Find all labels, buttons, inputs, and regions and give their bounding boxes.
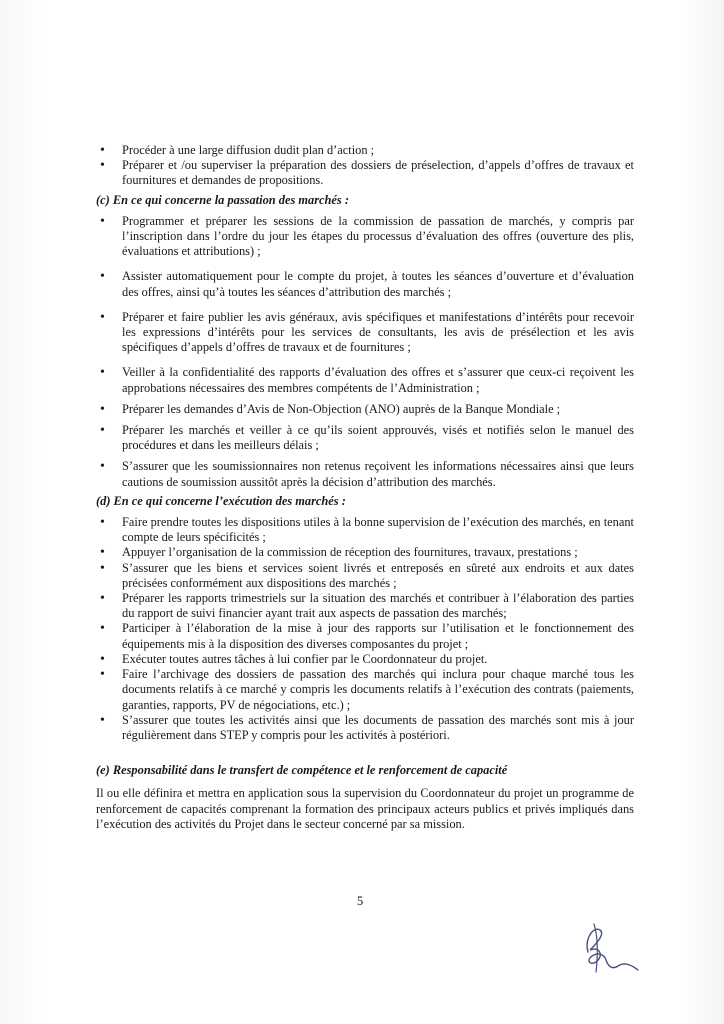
list-item: • Préparer les marchés et veiller à ce qu’ils soient approuvés, visés et notifiés selon le manuel des procédures et dans les meilleurs délais ; (96, 423, 634, 453)
list-item: • Assister automatiquement pour le compte du projet, à toutes les séances d’ouverture et d’évaluation des offres, ainsi qu’à toutes les séances d’attribution des marchés ; (96, 269, 634, 299)
page-content (96, 143, 634, 832)
list-item: • Participer à l’élaboration de la mise à jour des rapports sur l’utilisation et le fonctionnement des équipements mis à la disposition des diverses composantes du projet ; (96, 621, 634, 651)
list-item: • S’assurer que les biens et services soient livrés et entreposés en sûreté aux endroits et aux dates précisées conformément aux dispositions des marchés ; (96, 561, 634, 591)
list-item: • Veiller à la confidentialité des rapports d’évaluation des offres et s’assurer que ceux-ci reçoivent les approbations nécessaires des membres compétents de l’Administration ; (96, 365, 634, 395)
list-item: • S’assurer que toutes les activités ainsi que les documents de passation des marchés sont mis à jour régulièrement dans STEP y compris pour les activités à postériori. (96, 713, 634, 743)
page-number: 5 (357, 894, 364, 908)
list-item: • S’assurer que les soumissionnaires non retenus reçoivent les informations nécessaires ainsi que leurs cautions de soumission aussitôt après la décision d’attribution des marchés. (96, 459, 634, 489)
list-item: • Exécuter toutes autres tâches à lui confier par le Coordonnateur du projet. (96, 652, 634, 667)
list-item: • Procéder à une large diffusion dudit plan d’action ; (96, 143, 634, 158)
list-item: • Préparer et /ou superviser la préparation des dossiers de préselection, d’appels d’offres de travaux et fournitures et demandes de propositions. (96, 158, 634, 188)
list-item: • Préparer les rapports trimestriels sur la situation des marchés et contribuer à l’élaboration des parties du rapport de suivi financier ayant trait aux aspects de passation des marchés; (96, 591, 634, 621)
list-item: • Appuyer l’organisation de la commission de réception des fournitures, travaux, prestations ; (96, 545, 634, 560)
section-e-paragraph: Il ou elle définira et mettra en application sous la supervision du Coordonnateur du projet un programme de renforcement de capacités comprenant la formation des principaux acteurs publics et privés impliqués dans l’exécution des activités du Projet dans le secteur concerné par sa mission. (96, 786, 634, 831)
signature-icon (574, 916, 644, 976)
section-e-title: (e) Responsabilité dans le transfert de compétence et le renforcement de capacité (96, 763, 508, 778)
list-item: • Préparer et faire publier les avis généraux, avis spécifiques et manifestations d’intérêts pour recevoir les expressions d’intérêts pour les services de consultants, les avis de présélection et les avis spécifiques d’appels d’offres de travaux et de fournitures ; (96, 310, 634, 356)
list-item: • Préparer les demandes d’Avis de Non-Objection (ANO) auprès de la Banque Mondiale ; (96, 402, 634, 417)
list-item: • Programmer et préparer les sessions de la commission de passation de marchés, y compris par l’inscription dans l’ordre du jour les étapes du processus d’évaluation des offres (ouverture des plis, évaluations et attributions) ; (96, 214, 634, 260)
intro-bullet-list (96, 143, 634, 189)
section-d-bullet-list (96, 515, 634, 743)
section-c-bullet-list (96, 214, 634, 490)
list-item: • Faire l’archivage des dossiers de passation des marchés qui inclura pour chaque marché tous les documents relatifs à ce marché y compris les documents relatifs à l’exécution des contrats (paiements, garanties, rapports, PV de négociations, etc.) ; (96, 667, 634, 713)
section-d-title: (d) En ce qui concerne l’exécution des marchés : (96, 493, 346, 508)
list-item: • Faire prendre toutes les dispositions utiles à la bonne supervision de l’exécution des marchés, en tenant compte de leurs spécificités ; (96, 515, 634, 545)
section-c-title: (c) En ce qui concerne la passation des marchés : (96, 192, 349, 207)
